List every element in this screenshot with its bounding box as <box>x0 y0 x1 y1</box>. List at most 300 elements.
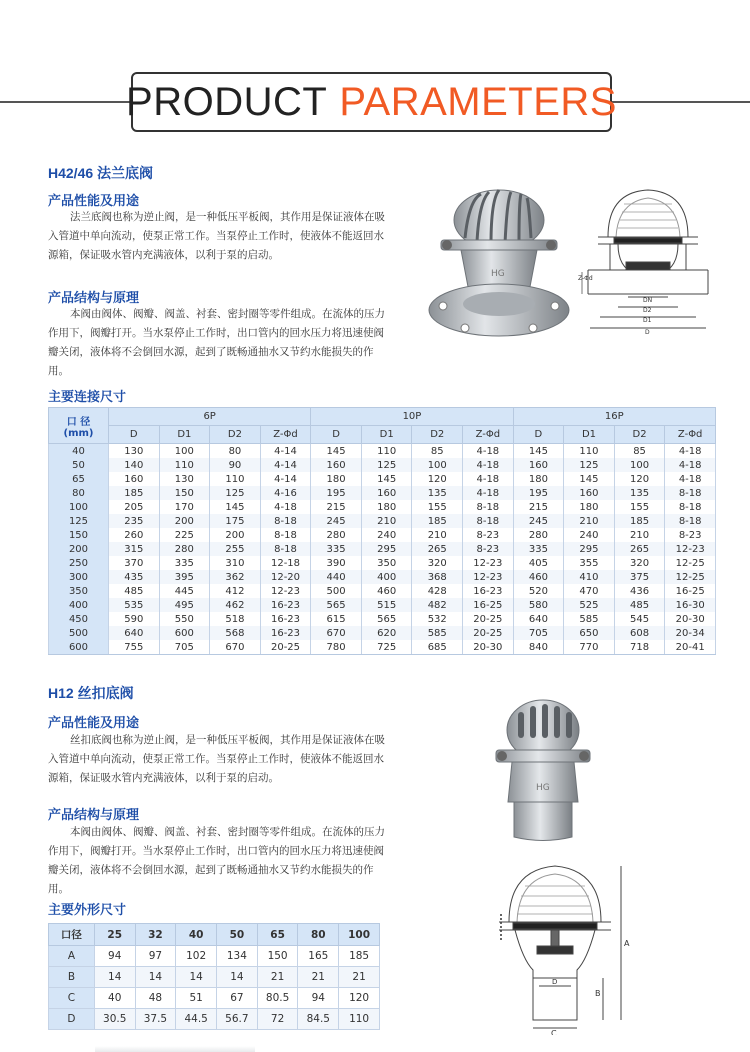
table1-cell: 770 <box>564 640 615 655</box>
table1-cell: 145 <box>513 444 564 459</box>
table1-cell: 320 <box>614 556 665 570</box>
table1-subheader: Z-Φd <box>260 426 311 444</box>
table-row <box>49 556 716 570</box>
table2-cell: 21 <box>298 967 339 988</box>
diagram-label-zd: Z-Φd <box>578 275 593 282</box>
table1-cell: 565 <box>361 612 412 626</box>
diagram-label-dn: DN <box>643 297 653 304</box>
table-row <box>49 528 716 542</box>
header-rule-left <box>0 101 131 103</box>
table1-cell: 240 <box>564 528 615 542</box>
cropped-footer-fragment <box>95 1046 255 1052</box>
table1-cell: 718 <box>614 640 665 655</box>
table1-cell: 20-25 <box>463 626 514 640</box>
table1-cell: 335 <box>513 542 564 556</box>
table1-caliber-cell: 40 <box>49 444 109 459</box>
table1-cell: 185 <box>614 514 665 528</box>
table1-cell: 375 <box>614 570 665 584</box>
table1-cell: 12-18 <box>260 556 311 570</box>
table1-cell: 705 <box>513 626 564 640</box>
table2-cell: 21 <box>257 967 298 988</box>
table1-caliber-cell: 500 <box>49 626 109 640</box>
table1-caliber-cell: 250 <box>49 556 109 570</box>
table1-cell: 160 <box>361 486 412 500</box>
table1-subheader: D <box>513 426 564 444</box>
table1-cell: 16-30 <box>665 598 716 612</box>
table2-cell: 120 <box>339 988 380 1009</box>
table1-cell: 20-30 <box>463 640 514 655</box>
diagram-label-d1: D1 <box>643 317 652 324</box>
table2-header-cell: 口径 <box>49 924 95 946</box>
table1-cell: 315 <box>108 542 159 556</box>
table2-cell: 134 <box>217 946 258 967</box>
table1-cell: 520 <box>513 584 564 598</box>
table-row <box>49 542 716 556</box>
table1-cell: 755 <box>108 640 159 655</box>
table-row <box>49 500 716 514</box>
table1-cell: 170 <box>159 500 210 514</box>
table-row <box>49 1009 380 1030</box>
table1-cell: 590 <box>108 612 159 626</box>
table1-cell: 225 <box>159 528 210 542</box>
table-row <box>49 612 716 626</box>
photo-casting-mark: HG <box>491 269 505 279</box>
table1-cell: 435 <box>108 570 159 584</box>
table1-cell: 620 <box>361 626 412 640</box>
table1-cell: 16-23 <box>260 626 311 640</box>
table1-cell: 8-18 <box>665 486 716 500</box>
table1-cell: 125 <box>210 486 261 500</box>
table1-cell: 175 <box>210 514 261 528</box>
table1-cell: 100 <box>159 444 210 459</box>
table-row <box>49 570 716 584</box>
table1-cell: 615 <box>311 612 362 626</box>
table1-cell: 215 <box>513 500 564 514</box>
table1-caliber-cell: 80 <box>49 486 109 500</box>
table1-cell: 200 <box>210 528 261 542</box>
table1-cell: 840 <box>513 640 564 655</box>
table1-cell: 20-30 <box>665 612 716 626</box>
section1-structure-text: 本阀由阀体、阀瓣、阀盖、衬套、密封圈等零件组成。在流体的压力作用下，阀瓣打开。当水泵停止工作时，出口管内的回水压力将迅速使阀瓣关闭，液体将不会倒回水源，起到了既畅通抽水又节约水能损失的作用。 <box>48 308 385 377</box>
table1-cell: 4-18 <box>665 472 716 486</box>
table1-cell: 12-25 <box>665 556 716 570</box>
table1-cell: 515 <box>361 598 412 612</box>
table1-cell: 580 <box>513 598 564 612</box>
table1-cell: 535 <box>108 598 159 612</box>
table1-cell: 8-23 <box>463 528 514 542</box>
table2-cell: 48 <box>135 988 176 1009</box>
table-row <box>49 514 716 528</box>
table1-cell: 335 <box>159 556 210 570</box>
table1-cell: 4-16 <box>260 486 311 500</box>
table1-cell: 428 <box>412 584 463 598</box>
diagram-label-d: D <box>645 329 650 336</box>
table1-cell: 8-18 <box>260 528 311 542</box>
table1-cell: 185 <box>412 514 463 528</box>
table1-group-header: 6P <box>108 408 310 426</box>
header-word-parameters: PARAMETERS <box>339 79 617 124</box>
table1-cell: 335 <box>311 542 362 556</box>
table2-cell: 14 <box>94 967 135 988</box>
table1-cell: 20-34 <box>665 626 716 640</box>
table1-cell: 160 <box>311 458 362 472</box>
table1-cell: 12-23 <box>463 556 514 570</box>
table1-cell: 460 <box>513 570 564 584</box>
table1-cell: 20-25 <box>260 640 311 655</box>
table1-cell: 4-14 <box>260 444 311 459</box>
table1-cell: 280 <box>513 528 564 542</box>
table1-cell: 145 <box>361 472 412 486</box>
table1-cell: 725 <box>361 640 412 655</box>
diagram-label-a: A <box>624 939 630 948</box>
table1-cell: 200 <box>159 514 210 528</box>
table1-cell: 368 <box>412 570 463 584</box>
table2-header-cell: 100 <box>339 924 380 946</box>
table1-cell: 12-23 <box>260 584 311 598</box>
table1-cell: 210 <box>361 514 412 528</box>
table2-row-label: A <box>49 946 95 967</box>
table1-caliber-cell: 400 <box>49 598 109 612</box>
table1-cell: 150 <box>159 486 210 500</box>
table1-cell: 462 <box>210 598 261 612</box>
table2-title: 主要外形尺寸 <box>48 902 127 917</box>
table1-caliber-cell: 600 <box>49 640 109 655</box>
threaded-valve-diagram <box>493 860 643 1035</box>
table1-caliber-cell: 350 <box>49 584 109 598</box>
table1-caliber-cell: 300 <box>49 570 109 584</box>
table2-header-cell: 65 <box>257 924 298 946</box>
table1-cell: 370 <box>108 556 159 570</box>
table1-cell: 85 <box>412 444 463 459</box>
table1-cell: 8-18 <box>665 514 716 528</box>
table1-cell: 4-18 <box>665 458 716 472</box>
table-row <box>49 472 716 486</box>
table1-cell: 525 <box>564 598 615 612</box>
table1-title: 主要连接尺寸 <box>48 389 127 404</box>
table1-cell: 265 <box>412 542 463 556</box>
table-row <box>49 640 716 655</box>
table1-cell: 8-18 <box>665 500 716 514</box>
table1-cell: 780 <box>311 640 362 655</box>
table1-subheader: D1 <box>564 426 615 444</box>
table1-cell: 4-18 <box>463 486 514 500</box>
table2-cell: 80.5 <box>257 988 298 1009</box>
table1-cell: 120 <box>412 472 463 486</box>
threaded-foot-valve-photo <box>488 692 598 847</box>
page-header <box>126 72 617 132</box>
table-row <box>49 626 716 640</box>
table1-cell: 8-23 <box>665 528 716 542</box>
table2-cell: 56.7 <box>217 1009 258 1030</box>
table1-cell: 135 <box>412 486 463 500</box>
table2-cell: 30.5 <box>94 1009 135 1030</box>
table1-cell: 160 <box>564 486 615 500</box>
table1-cell: 195 <box>513 486 564 500</box>
table1-cell: 145 <box>311 444 362 459</box>
table1-cell: 195 <box>311 486 362 500</box>
table1-cell: 495 <box>159 598 210 612</box>
table1-cell: 440 <box>311 570 362 584</box>
table2-cell: 21 <box>339 967 380 988</box>
header-rule-right <box>612 101 750 103</box>
table1-cell: 705 <box>159 640 210 655</box>
table1-cell: 90 <box>210 458 261 472</box>
table1-cell: 210 <box>564 514 615 528</box>
table2-cell: 165 <box>298 946 339 967</box>
table1-cell: 110 <box>564 444 615 459</box>
table1-cell: 16-23 <box>260 612 311 626</box>
table2-header-cell: 80 <box>298 924 339 946</box>
table1-cell: 295 <box>361 542 412 556</box>
table2-cell: 37.5 <box>135 1009 176 1030</box>
table1-cell: 470 <box>564 584 615 598</box>
table2-cell: 84.5 <box>298 1009 339 1030</box>
table1-cell: 80 <box>210 444 261 459</box>
table1-subheader: D1 <box>361 426 412 444</box>
section2-usage-heading: 产品性能及用途 <box>48 715 140 730</box>
table1-cell: 100 <box>412 458 463 472</box>
table1-cell: 180 <box>311 472 362 486</box>
table1-cell: 215 <box>311 500 362 514</box>
diagram-label-b: B <box>595 989 601 998</box>
table1-cell: 362 <box>210 570 261 584</box>
table1-caliber-cell: 50 <box>49 458 109 472</box>
table1-cell: 412 <box>210 584 261 598</box>
table1-cell: 4-14 <box>260 458 311 472</box>
table1-cell: 120 <box>614 472 665 486</box>
table1-cell: 260 <box>108 528 159 542</box>
table1-cell: 355 <box>564 556 615 570</box>
table1-cell: 185 <box>108 486 159 500</box>
table1-subheader: D2 <box>412 426 463 444</box>
table1-cell: 600 <box>159 626 210 640</box>
table1-subheader: Z-Φd <box>463 426 514 444</box>
table1-cell: 100 <box>614 458 665 472</box>
table1-cell: 155 <box>412 500 463 514</box>
table1-cell: 350 <box>361 556 412 570</box>
table-row <box>49 967 380 988</box>
table1-cell: 565 <box>311 598 362 612</box>
table1-cell: 85 <box>614 444 665 459</box>
table2-cell: 185 <box>339 946 380 967</box>
table1-cell: 670 <box>311 626 362 640</box>
table-row <box>49 458 716 472</box>
table1-subheader: D1 <box>159 426 210 444</box>
table1-subheader: Z-Φd <box>665 426 716 444</box>
table-row <box>49 486 716 500</box>
table1-group-header: 10P <box>311 408 513 426</box>
table1-cell: 160 <box>513 458 564 472</box>
table1-cell: 640 <box>108 626 159 640</box>
table1-cell: 12-20 <box>260 570 311 584</box>
table1-cell: 8-18 <box>260 514 311 528</box>
table1-cell: 410 <box>564 570 615 584</box>
table1-cell: 16-25 <box>665 584 716 598</box>
table2-header-cell: 50 <box>217 924 258 946</box>
table1-cell: 125 <box>564 458 615 472</box>
table1-cell: 545 <box>614 612 665 626</box>
table1-cell: 568 <box>210 626 261 640</box>
table1-cell: 4-14 <box>260 472 311 486</box>
table1-cell: 482 <box>412 598 463 612</box>
table1-cell: 16-23 <box>463 584 514 598</box>
section2-structure-text: 本阀由阀体、阀瓣、阀盖、衬套、密封圈等零件组成。在流体的压力作用下，阀瓣打开。当水泵停止工作时，出口管内的回水压力将迅速使阀瓣关闭，液体将不会倒回水源，起到了既畅通抽水又节约水能损失的作用。 <box>48 826 385 895</box>
table1-cell: 295 <box>564 542 615 556</box>
table1-cell: 4-18 <box>463 458 514 472</box>
section2-title: H12 丝扣底阀 <box>48 685 134 701</box>
diagram-label-c: C <box>551 1029 557 1035</box>
table1-cell: 585 <box>412 626 463 640</box>
table2-cell: 72 <box>257 1009 298 1030</box>
table1-cell: 16-23 <box>260 598 311 612</box>
table1-cell: 20-25 <box>463 612 514 626</box>
table1-caliber-cell: 200 <box>49 542 109 556</box>
table1-cell: 145 <box>564 472 615 486</box>
table1-cell: 180 <box>361 500 412 514</box>
table1-caliber-cell: 125 <box>49 514 109 528</box>
table1-cell: 405 <box>513 556 564 570</box>
table2-row-label: D <box>49 1009 95 1030</box>
table1-cell: 500 <box>311 584 362 598</box>
connection-dimensions-table <box>48 407 716 655</box>
table2-header-cell: 25 <box>94 924 135 946</box>
table1-cell: 395 <box>159 570 210 584</box>
table2-cell: 94 <box>298 988 339 1009</box>
table1-cell: 436 <box>614 584 665 598</box>
section1-structure-heading: 产品结构与原理 <box>48 290 140 305</box>
table1-cell: 245 <box>513 514 564 528</box>
table2-header-cell: 40 <box>176 924 217 946</box>
section1-title: H42/46 法兰底阀 <box>48 165 154 181</box>
table1-cell: 12-23 <box>463 570 514 584</box>
table2-cell: 94 <box>94 946 135 967</box>
table1-cell: 180 <box>564 500 615 514</box>
table1-cell: 8-23 <box>463 542 514 556</box>
table2-row-label: B <box>49 967 95 988</box>
table1-cell: 240 <box>361 528 412 542</box>
table1-cell: 255 <box>210 542 261 556</box>
table1-subheader: D2 <box>210 426 261 444</box>
table1-cell: 400 <box>361 570 412 584</box>
table1-subheader: D <box>311 426 362 444</box>
table1-cell: 485 <box>108 584 159 598</box>
photo-casting-mark: HG <box>536 783 550 793</box>
table1-cell: 110 <box>210 472 261 486</box>
table2-cell: 102 <box>176 946 217 967</box>
table1-cell: 205 <box>108 500 159 514</box>
table1-caliber-cell: 150 <box>49 528 109 542</box>
table1-cell: 235 <box>108 514 159 528</box>
table1-cell: 640 <box>513 612 564 626</box>
section1-usage-heading: 产品性能及用途 <box>48 193 140 208</box>
table-row <box>49 444 716 459</box>
table1-cell: 265 <box>614 542 665 556</box>
section2-structure-heading: 产品结构与原理 <box>48 807 140 822</box>
table1-cell: 390 <box>311 556 362 570</box>
table1-cell: 4-18 <box>665 444 716 459</box>
table1-caliber-cell: 100 <box>49 500 109 514</box>
table1-cell: 280 <box>159 542 210 556</box>
table2-cell: 51 <box>176 988 217 1009</box>
table1-cell: 210 <box>412 528 463 542</box>
table-row <box>49 988 380 1009</box>
table1-cell: 130 <box>108 444 159 459</box>
table1-cell: 180 <box>513 472 564 486</box>
section1-usage-text: 法兰底阀也称为逆止阀，是一种低压平板阀，其作用是保证液体在吸入管道中单向流动，使泵正常工作。当泵停止工作时，使液体不能返回水源箱，保证吸水管内充满液体，以利于泵的启动。 <box>48 211 385 261</box>
table1-cell: 16-25 <box>463 598 514 612</box>
table-row <box>49 946 380 967</box>
table1-cell: 135 <box>614 486 665 500</box>
diagram-label-d2: D2 <box>643 307 652 314</box>
table1-cell: 210 <box>614 528 665 542</box>
table1-corner-header: 口 径 (mm) <box>49 408 109 444</box>
table2-cell: 14 <box>176 967 217 988</box>
table2-row-label: C <box>49 988 95 1009</box>
table1-caliber-cell: 65 <box>49 472 109 486</box>
table-row <box>49 584 716 598</box>
table1-group-header: 16P <box>513 408 715 426</box>
table1-cell: 280 <box>311 528 362 542</box>
table1-cell: 485 <box>614 598 665 612</box>
table1-cell: 650 <box>564 626 615 640</box>
table2-cell: 67 <box>217 988 258 1009</box>
table1-cell: 518 <box>210 612 261 626</box>
table1-cell: 245 <box>311 514 362 528</box>
table1-cell: 8-18 <box>463 514 514 528</box>
table1-cell: 310 <box>210 556 261 570</box>
flanged-foot-valve-photo <box>425 180 573 350</box>
table1-cell: 110 <box>159 458 210 472</box>
table2-cell: 14 <box>217 967 258 988</box>
section2-usage-text: 丝扣底阀也称为逆止阀，是一种低压平板阀，其作用是保证液体在吸入管道中单向流动，使泵正常工作。当泵停止工作时，使液体不能返回水源箱，保证吸水管内充满液体，以利于泵的启动。 <box>48 734 385 784</box>
table1-cell: 160 <box>108 472 159 486</box>
table2-cell: 40 <box>94 988 135 1009</box>
table1-subheader: D <box>108 426 159 444</box>
table1-cell: 110 <box>361 444 412 459</box>
table1-cell: 445 <box>159 584 210 598</box>
table1-cell: 585 <box>564 612 615 626</box>
table1-cell: 460 <box>361 584 412 598</box>
table1-cell: 125 <box>361 458 412 472</box>
table2-cell: 110 <box>339 1009 380 1030</box>
table1-cell: 20-41 <box>665 640 716 655</box>
table1-cell: 130 <box>159 472 210 486</box>
table1-cell: 145 <box>210 500 261 514</box>
table2-cell: 97 <box>135 946 176 967</box>
table1-cell: 4-18 <box>463 472 514 486</box>
flanged-valve-diagram <box>578 182 718 342</box>
table1-cell: 140 <box>108 458 159 472</box>
table2-cell: 44.5 <box>176 1009 217 1030</box>
table1-cell: 12-25 <box>665 570 716 584</box>
table1-cell: 670 <box>210 640 261 655</box>
table1-cell: 155 <box>614 500 665 514</box>
table2-cell: 150 <box>257 946 298 967</box>
table2-header-cell: 32 <box>135 924 176 946</box>
table1-cell: 8-18 <box>260 542 311 556</box>
table1-cell: 4-18 <box>463 444 514 459</box>
table1-cell: 4-18 <box>260 500 311 514</box>
table1-caliber-cell: 450 <box>49 612 109 626</box>
outline-dimensions-table <box>48 923 380 1030</box>
table1-cell: 12-23 <box>665 542 716 556</box>
table1-cell: 608 <box>614 626 665 640</box>
table1-cell: 550 <box>159 612 210 626</box>
table-row <box>49 598 716 612</box>
diagram-label-d: D <box>552 978 558 986</box>
table1-cell: 532 <box>412 612 463 626</box>
table1-subheader: D2 <box>614 426 665 444</box>
